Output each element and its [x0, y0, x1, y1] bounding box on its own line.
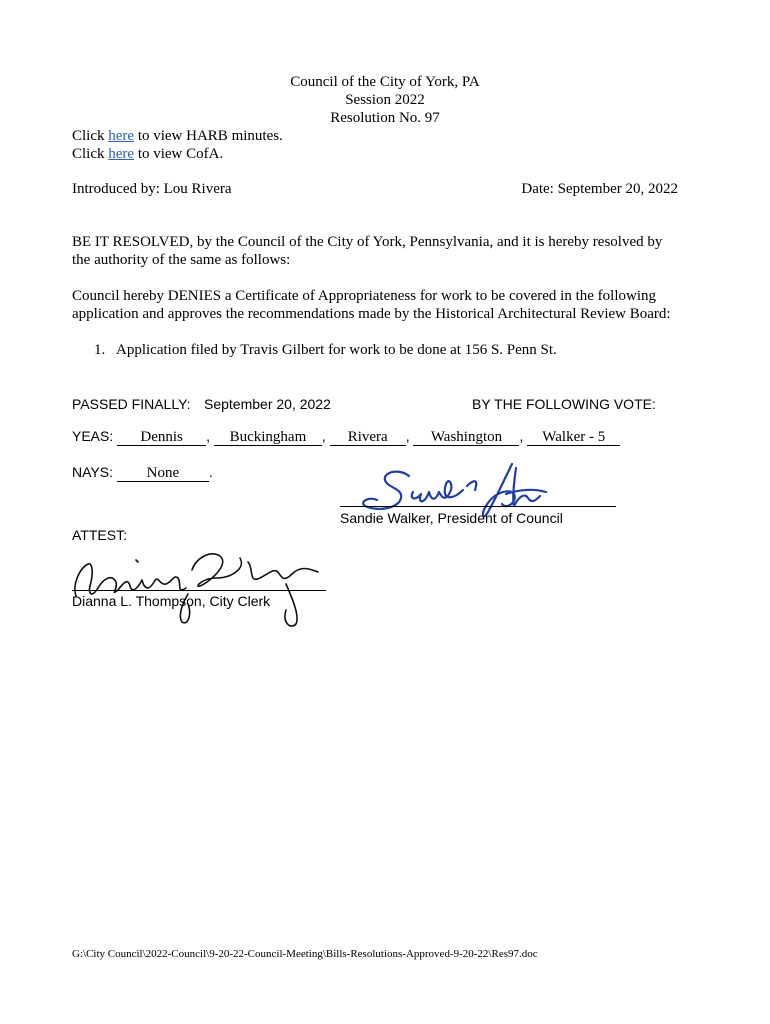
clerk-name: Dianna L. Thompson, City Clerk — [72, 593, 271, 609]
yea-vote-4: Washington — [413, 430, 519, 446]
passed-finally-label: PASSED FINALLY: — [72, 396, 191, 412]
attest-label: ATTEST: — [72, 527, 127, 543]
yea-vote-1: Dennis — [117, 430, 206, 446]
cofa-prefix: Click — [72, 146, 109, 162]
item-number: 1. — [94, 342, 106, 358]
president-name: Sandie Walker, President of Council — [340, 510, 563, 526]
harb-prefix: Click — [72, 128, 109, 144]
cofa-suffix: to view CofA. — [134, 146, 224, 162]
nays-label: NAYS: — [72, 464, 113, 480]
yea-vote-3: Rivera — [330, 430, 406, 446]
council-line-1: Council hereby DENIES a Certificate of Appropriateness for work to be covered in the following — [72, 288, 656, 304]
signature-stroke — [483, 464, 546, 516]
harb-minutes-link[interactable]: here — [108, 128, 135, 144]
yeas-label: YEAS: — [72, 428, 114, 444]
yea-vote-5: Walker - 5 — [527, 430, 620, 446]
resolved-line-2: the authority of the same as follows: — [72, 252, 291, 268]
resolution-date: Date: September 20, 2022 — [521, 181, 678, 197]
council-line-2: application and approves the recommendations made by the Historical Architectural Review Board: — [72, 306, 671, 322]
signature-stroke — [363, 472, 476, 509]
yeas-line: YEAS: Dennis , Buckingham , Rivera , Washington , Walker - 5 — [72, 428, 620, 446]
cofa-link[interactable]: here — [108, 146, 135, 162]
president-signature-line — [340, 506, 616, 507]
council-title: Council of the City of York, PA — [290, 74, 480, 90]
passed-date: September 20, 2022 — [204, 396, 331, 412]
harb-minutes-line — [72, 128, 283, 145]
resolved-line-1: BE IT RESOLVED, by the Council of the City of York, Pennsylvania, and it is hereby resolved by — [72, 234, 663, 250]
nay-votes: None — [117, 466, 209, 482]
cofa-line — [72, 146, 223, 163]
introduced-by: Introduced by: Lou Rivera — [72, 181, 232, 197]
harb-suffix: to view HARB minutes. — [134, 128, 283, 144]
session-title: Session 2022 — [345, 92, 425, 108]
application-item: Application filed by Travis Gilbert for work to be done at 156 S. Penn St. — [116, 342, 557, 358]
clerk-signature — [70, 538, 330, 633]
by-following-vote: BY THE FOLLOWING VOTE: — [472, 396, 656, 412]
clerk-signature-line — [72, 590, 326, 591]
yea-vote-2: Buckingham — [214, 430, 322, 446]
file-path-footer: G:\City Council\2022-Council\9-20-22-Council-Meeting\Bills-Resolutions-Approved-9-20-22\Res97.doc — [72, 948, 538, 960]
nays-line: NAYS: None . — [72, 464, 213, 481]
resolution-number: Resolution No. 97 — [330, 110, 440, 126]
